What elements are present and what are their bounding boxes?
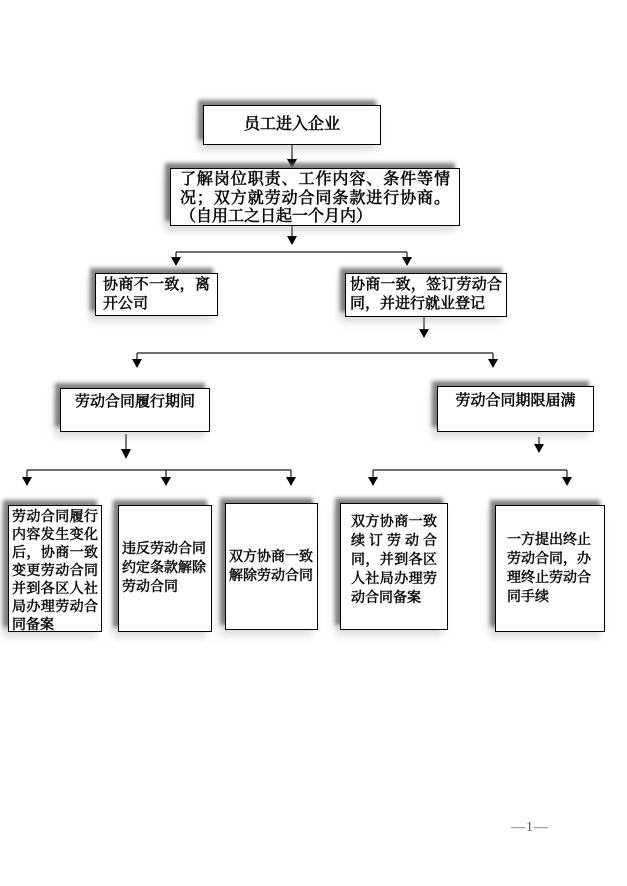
node-contract-expiry <box>437 386 594 432</box>
arrow-down-icon <box>419 329 429 338</box>
connector-agree-out <box>419 317 429 338</box>
node-one-party-terminate <box>495 505 605 632</box>
node-employee-enters-label: 员工进入企业 <box>243 116 340 133</box>
node-violation-dissolve <box>118 505 212 632</box>
connector-expiry-out <box>534 437 544 453</box>
arrow-down-icon <box>488 359 498 368</box>
arrow-down-icon <box>287 159 297 168</box>
node-agree-sign <box>345 273 507 317</box>
arrow-down-icon <box>534 444 544 453</box>
arrow-down-icon <box>287 236 297 245</box>
node-one-party-terminate-label: 一方提出终止劳动合同，办理终止劳动合同手续 <box>507 532 591 605</box>
node-contract-change-record-label: 劳动合同履行内容发生变化后，协商一致变更劳动合同并到各区人社局办理劳动合同备案 <box>12 510 98 633</box>
arrow-down-icon <box>368 477 378 486</box>
arrow-down-icon <box>161 477 171 486</box>
arrow-down-icon <box>171 257 181 266</box>
node-contract-period-label: 劳动合同履行期间 <box>74 394 195 410</box>
connector-period-out <box>121 434 131 459</box>
connector-start-to-negotiation <box>287 145 297 168</box>
arrow-down-icon <box>22 477 32 486</box>
connector-split-agree-disagree <box>171 252 412 266</box>
node-contract-change-record <box>8 505 102 632</box>
connector-split-expiry-children <box>368 470 572 486</box>
connector-split-period-children <box>22 470 296 486</box>
connector-negotiation-out <box>287 226 297 245</box>
node-contract-period <box>60 388 210 432</box>
node-renew-contract-record <box>340 503 448 630</box>
arrow-down-icon <box>132 359 142 368</box>
node-violation-dissolve-label: 违反劳动合同约定条款解除劳动合同 <box>122 542 206 595</box>
node-employee-enters <box>203 105 381 145</box>
page-number: —1— <box>511 820 549 835</box>
arrow-down-icon <box>121 449 131 459</box>
arrow-down-icon <box>562 477 572 486</box>
node-renew-contract-record-label: 双方协商一致续订劳动合同，并到各区人社局办理劳动合同备案 <box>351 515 437 606</box>
node-disagree-leave-label: 协商不一致，离开公司 <box>103 277 210 312</box>
node-agree-sign-label: 协商一致，签订劳动合同，并进行就业登记 <box>350 277 502 312</box>
node-negotiation-info <box>170 168 460 226</box>
arrow-down-icon <box>402 257 412 266</box>
connector-split-period-expiry <box>132 353 498 368</box>
node-disagree-leave <box>95 273 218 316</box>
node-mutual-dissolve <box>225 503 318 630</box>
arrow-down-icon <box>286 477 296 486</box>
node-negotiation-info-label: 了解岗位职责、工作内容、条件等情况；双方就劳动合同条款进行协商。（自用工之日起一个月内） <box>180 171 450 225</box>
node-contract-expiry-label: 劳动合同期限届满 <box>455 393 576 409</box>
node-mutual-dissolve-label: 双方协商一致解除劳动合同 <box>229 549 313 584</box>
